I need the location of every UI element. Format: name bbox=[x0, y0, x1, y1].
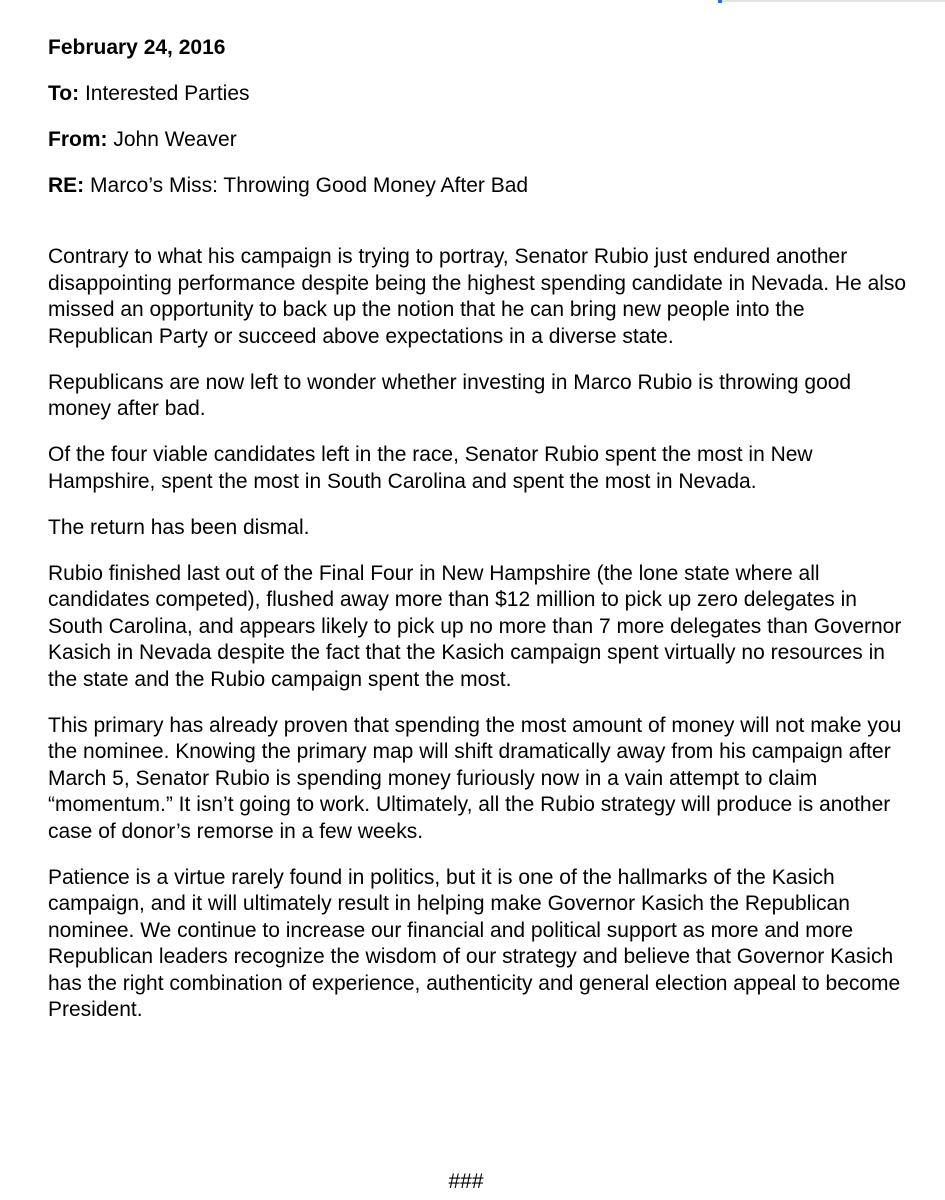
memo-paragraph-4: The return has been dismal. bbox=[48, 515, 310, 539]
memo-paragraph-6: This primary has already proven that spending the most amount of money will not make you the nominee. Knowing the primary map will shift dramatically away from his campaign after March 5, Senator Rubio is spending money furiously now in a vain attempt to claim “momentum.” It isn’t going to work. Ultimately, all the Rubio strategy will produce is another case of donor’s remorse in a few weeks. bbox=[48, 713, 902, 843]
memo-paragraph-3: Of the four viable candidates left in the race, Senator Rubio spent the most in New Hampshire, spent the most in South Carolina and spent the most in Nevada. bbox=[48, 443, 813, 493]
memo-paragraph-1: Contrary to what his campaign is trying to portray, Senator Rubio just endured another disappointing performance despite being the highest spending candidate in Nevada. He also missed an opportunity to back up the notion that he can bring new people into the Republican Party or succeed above expectations in a diverse state. bbox=[48, 245, 907, 348]
memo-to-label: To: bbox=[48, 82, 80, 105]
memo-from-line bbox=[48, 126, 908, 154]
memo-date: February 24, 2016 bbox=[48, 36, 226, 59]
memo-paragraph-5: Rubio finished last out of the Final Four in New Hampshire (the lone state where all candidates competed), flushed away more than $12 million to pick up zero delegates in South Carolina, and appears likely to pick up no more than 7 more delegates than Governor Kasich in Nevada despite the fact that the Kasich campaign spent virtually no resources in the state and the Rubio campaign spent the most. bbox=[48, 561, 902, 691]
memo-paragraph-7: Patience is a virtue rarely found in politics, but it is one of the hallmarks of the Kasich campaign, and it will ultimately result in helping make Governor Kasich the Republican nominee. We continue to increase our financial and political support as more and more Republican leaders recognize the wisdom of our strategy and believe that Governor Kasich has the right combination of experience, authenticity and general election appeal to become President. bbox=[48, 865, 901, 1021]
memo-from-label: From: bbox=[48, 128, 108, 151]
memo-re-label: RE: bbox=[48, 174, 85, 197]
top-right-edge-mark bbox=[718, 0, 945, 3]
memo-to-line bbox=[48, 80, 908, 108]
page-edge-line bbox=[722, 0, 945, 2]
memo-body bbox=[48, 244, 908, 1024]
memo-to-value: Interested Parties bbox=[84, 82, 250, 105]
memo-document bbox=[48, 34, 908, 1043]
memo-end-mark: ### bbox=[448, 1170, 484, 1193]
memo-re-value: Marco’s Miss: Throwing Good Money After Bad bbox=[90, 174, 529, 197]
memo-paragraph-2: Republicans are now left to wonder whether investing in Marco Rubio is throwing good money after bad. bbox=[48, 370, 852, 420]
memo-re-line bbox=[48, 172, 908, 200]
memo-from-value: John Weaver bbox=[113, 128, 237, 151]
